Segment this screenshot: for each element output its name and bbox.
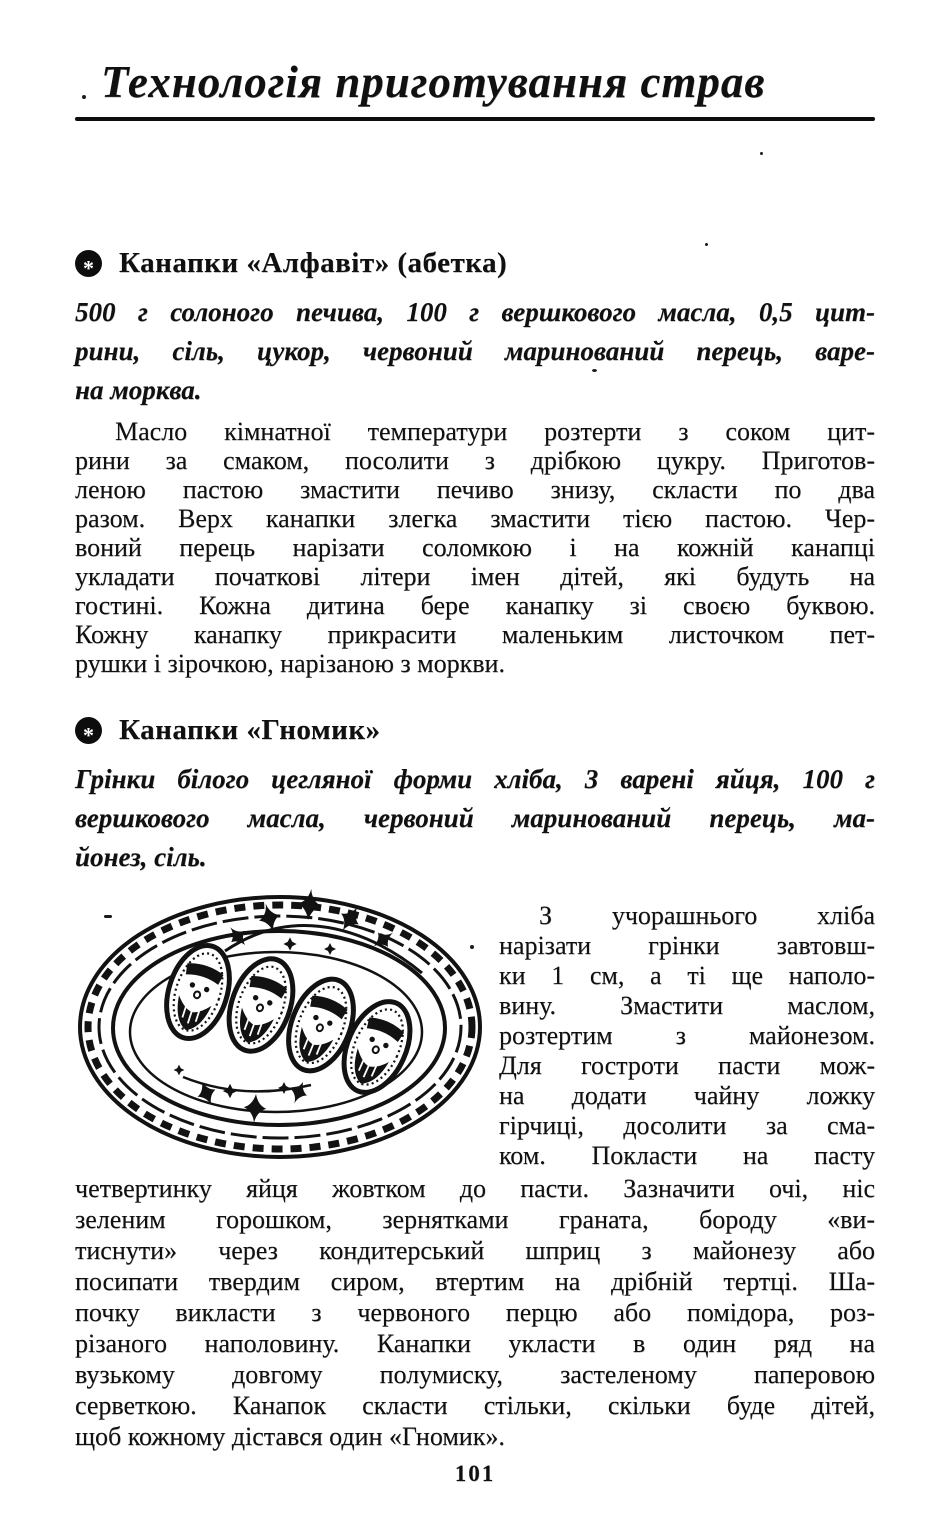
text-line: 500 г солоного печива, 100 г вершкового масла, 0,5 цит- [75, 297, 875, 327]
text-line: укладати початкові літери імен дітей, які будуть на [75, 562, 875, 591]
recipe-gnome-title: Канапки «Гномик» [119, 714, 381, 746]
scan-speck [470, 945, 474, 949]
text-line: посипати твердим сиром, втертим на дрібній тертці. Ша- [75, 1267, 875, 1296]
text-line: гірчиці, досолити за сма- [499, 1111, 875, 1140]
text-line: рушки і зірочкою, нарізаною з моркви. [75, 649, 505, 678]
text-line: тиснути» через кондитерський шприц з майонезу або [75, 1236, 875, 1265]
scan-speck [104, 915, 112, 918]
text-line: вузькому довгому полумиску, застеленому паперовою [75, 1360, 875, 1389]
text-line: різаного наполовину. Канапки укласти в один ряд на [75, 1329, 875, 1358]
text-line: на морква. [75, 375, 202, 405]
text-line: леною пастою змастити печиво знизу, скласти по два [75, 475, 875, 504]
page-header [75, 56, 875, 121]
star-bullet-icon: * [75, 250, 102, 277]
text-line: рини за смаком, посолити з дрібкою цукру. Приготов- [75, 446, 875, 475]
text-line: на додати чайну ложку [499, 1081, 875, 1110]
text-line: Масло кімнатної температури розтерти з соком цит- [115, 417, 875, 446]
recipe-alphabet-heading [75, 247, 875, 280]
text-line: четвертинку яйця жовтком до пасти. Зазначити очі, ніс [75, 1174, 875, 1203]
text-line: разом. Верх канапки злегка змастити тією пастою. Чер- [75, 504, 875, 533]
recipe-gnome-instructions-continuation [75, 1173, 875, 1452]
page-number: 101 [454, 1461, 496, 1486]
recipe-alphabet-title: Канапки «Алфавіт» (абетка) [119, 247, 508, 279]
recipe-gnome-instructions-column [499, 901, 875, 1171]
text-line: рини, сіль, цукор, червоний маринований перець, варе- [75, 336, 875, 366]
recipe-alphabet-ingredients [75, 293, 875, 410]
scan-speck [705, 243, 708, 246]
recipe-alphabet-section [75, 247, 875, 678]
text-line: воний перець нарізати соломкою і на кожній канапці [75, 533, 875, 562]
page-title: Технологія приготування страв [101, 57, 766, 107]
canape-gnome-faces [156, 937, 423, 1102]
text-line: щоб кожному дістався один «Гномик». [75, 1422, 505, 1451]
text-line: З учорашнього хліба [539, 901, 875, 930]
text-line: вершкового масла, червоний маринований перець, ма- [75, 803, 875, 833]
recipe-gnome-heading [75, 714, 875, 747]
text-line: Кожну канапку прикрасити маленьким листочком пет- [75, 620, 875, 649]
text-line: вину. Змастити маслом, [499, 991, 875, 1020]
text-line: серветкою. Канапок скласти стільки, скільки буде дітей, [75, 1391, 875, 1420]
parsley-sprig-bottom [174, 1065, 312, 1125]
scan-speck [592, 369, 597, 372]
recipe-gnome-ingredients [75, 760, 875, 877]
recipe-gnome-section [75, 714, 875, 1452]
text-line: нарізати грінки завтовш- [499, 931, 875, 960]
illustration-and-text-row [75, 889, 875, 1171]
text-line: ком. Покласти на пасту [499, 1141, 875, 1170]
text-line: ки 1 см, а ті ще наполо- [499, 961, 875, 990]
text-line: зеленим горошком, зернятками граната, бороду «ви- [75, 1205, 875, 1234]
scan-speck [82, 95, 86, 99]
text-line: Грінки білого цегляної форми хліба, 3 варені яйця, 100 г [75, 764, 875, 794]
text-line: гостині. Кожна дитина бере канапку зі своєю буквою. [75, 591, 875, 620]
text-line: почку викласти з червоного перцю або помідора, роз- [75, 1298, 875, 1327]
plate-of-canapes-illustration [75, 889, 490, 1167]
text-line: Для гостроти пасти мож- [499, 1051, 875, 1080]
star-bullet-icon: * [75, 717, 102, 744]
page-footer [75, 1461, 875, 1487]
text-line: розтертим з майонезом. [499, 1021, 875, 1050]
scan-speck [760, 152, 763, 155]
recipe-alphabet-instructions [75, 417, 875, 678]
title-rule [75, 117, 875, 121]
text-line: йонез, сіль. [75, 842, 207, 872]
